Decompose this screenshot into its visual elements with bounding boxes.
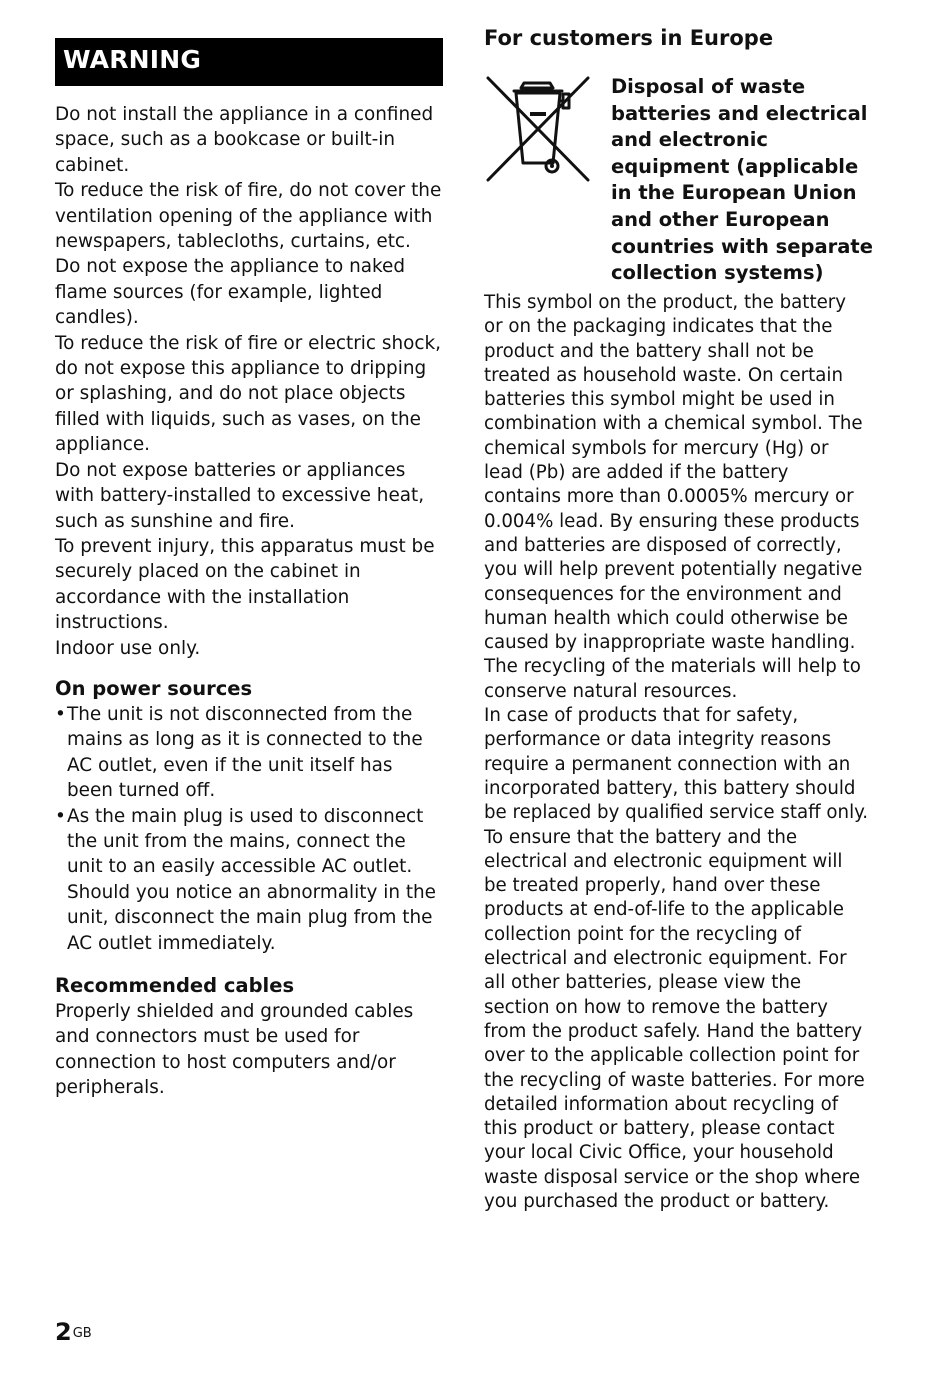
warning-heading: WARNING	[55, 38, 443, 86]
bullet-mark: •	[55, 805, 66, 827]
power-sources-heading: On power sources	[55, 676, 253, 700]
warning-paragraph: Do not expose batteries or appliances with battery-installed to excessive heat, such as sunshine and fire.	[55, 459, 425, 532]
crossed-out-wheeled-bin-icon	[484, 74, 592, 186]
disposal-block	[484, 74, 873, 286]
list-item-text: As the main plug is used to disconnect the unit from the mains, connect the unit to an easily accessible AC outlet. Should you notice an abnormality in the unit, disconnect the main plug from the AC outlet immediately.	[67, 805, 436, 954]
recommended-cables-text: Properly shielded and grounded cables and connectors must be used for connection to host computers and/or peripherals.	[55, 1001, 414, 1099]
page-number-value: 2	[55, 1318, 72, 1346]
list-item	[55, 702, 443, 804]
list-item	[55, 804, 443, 956]
power-sources-list	[55, 702, 443, 956]
disposal-heading: Disposal of waste batteries and electrical and electronic equipment (applicable in the European Union and other European countries with separate collection systems)	[611, 75, 873, 285]
disposal-paragraph: In case of products that for safety, performance or data integrity reasons require a permanent connection with an incorporated battery, this battery should be replaced by qualified service staff only. To ensure that the battery and the electrical and electronic equipment will be treated properly, hand over these products at end-of-life to the applicable collection point for the recycling of electrical and electronic equipment. For all other batteries, please view the section on how to remove the battery from the product safely. Hand the battery over to the applicable collection point for the recycling of waste batteries. For more detailed information about recycling of this product or battery, please contact your local Civic Office, your household waste disposal service or the shop where you purchased the product or battery.	[484, 705, 869, 1212]
page-number	[55, 1318, 92, 1346]
disposal-paragraph: This symbol on the product, the battery or on the packaging indicates that the product and the battery shall not be treated as household waste. On certain batteries this symbol might be used in combination with a chemical symbol. The chemical symbols for mercury (Hg) or lead (Pb) are added if the battery contains more than 0.0005% mercury or 0.004% lead. By ensuring these products and batteries are disposed of correctly, you will help prevent potentially negative consequences for the environment and human health which could otherwise be caused by inappropriate waste handling. The recycling of the materials will help to conserve natural resources.	[484, 292, 863, 702]
right-column	[484, 24, 873, 1214]
warning-paragraph: Indoor use only.	[55, 637, 201, 659]
recommended-cables-heading: Recommended cables	[55, 974, 295, 997]
list-item-text: The unit is not disconnected from the mains as long as it is connected to the AC outlet, even if the unit itself has been turned off.	[67, 703, 423, 802]
warning-paragraph: Do not expose the appliance to naked flame sources (for example, lighted candles).	[55, 256, 406, 329]
disposal-body	[484, 291, 870, 1214]
left-column	[55, 38, 443, 1101]
bullet-mark: •	[55, 703, 66, 725]
warning-paragraph: To prevent injury, this apparatus must be securely placed on the cabinet in accordance with the installation instructions.	[55, 535, 435, 634]
warning-paragraph: Do not install the appliance in a confined space, such as a bookcase or built-in cabinet.	[55, 104, 434, 176]
warning-body	[55, 102, 443, 661]
warning-paragraph: To reduce the risk of fire or electric shock, do not expose this appliance to dripping or splashing, and do not place objects filled with liquids, such as vases, on the appliance.	[55, 332, 441, 456]
warning-paragraph: To reduce the risk of fire, do not cover the ventilation opening of the appliance with newspapers, tablecloths, curtains, etc.	[55, 180, 442, 253]
europe-heading: For customers in Europe	[484, 26, 774, 50]
page-language-code: GB	[72, 1326, 92, 1341]
